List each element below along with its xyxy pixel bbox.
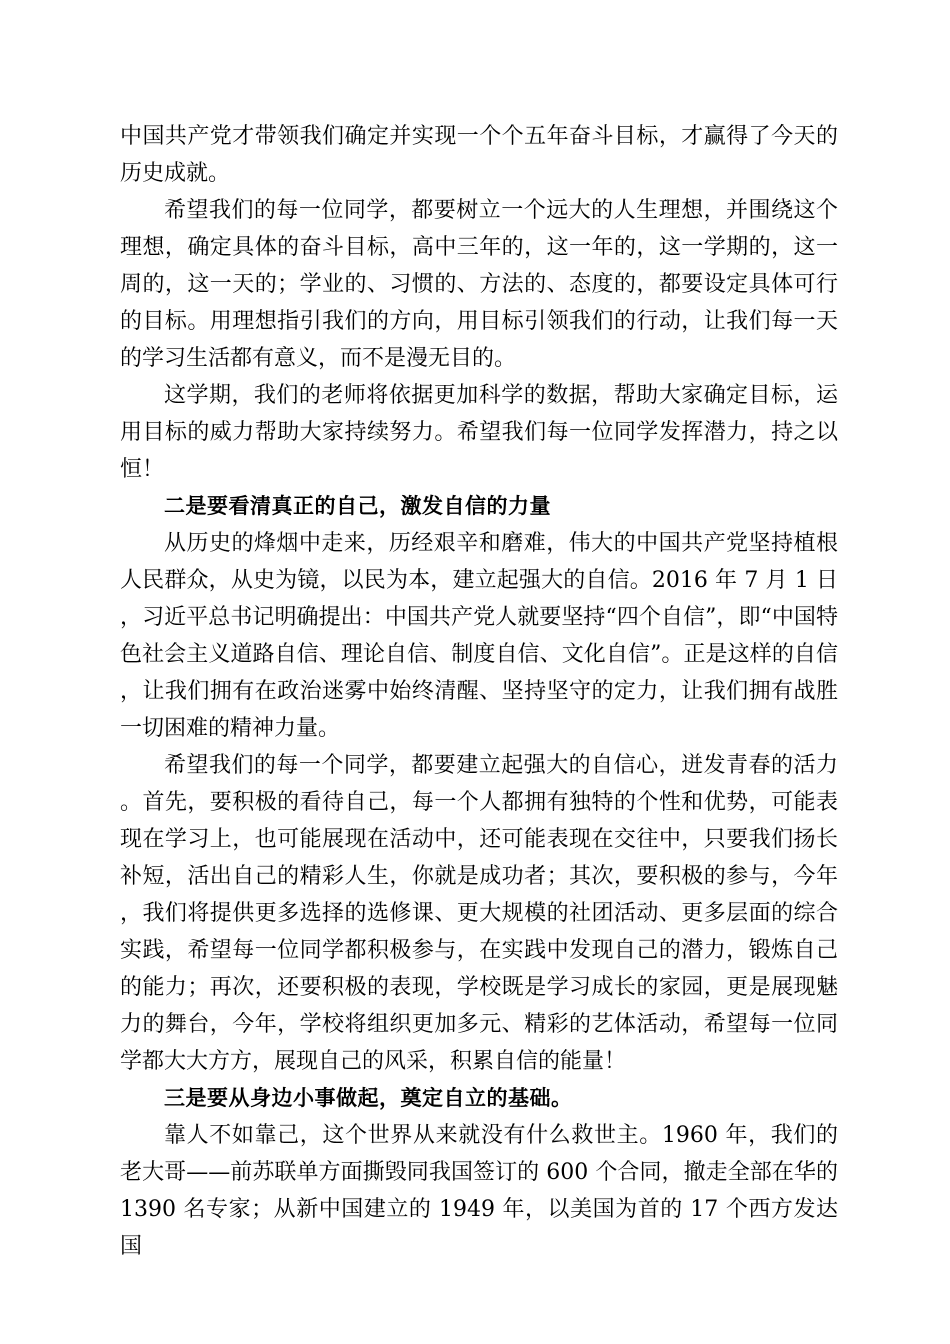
paragraph-5: 希望我们的每一个同学，都要建立起强大的自信心，迸发青春的活力。首先，要积极的看待自己，每一个人都拥有独特的个性和优势，可能表现在学习上，也可能展现在活动中，还可能表现在交往中，只要我们扬长补短，活出自己的精彩人生，你就是成功者；其次，要积极的参与，今年，我们将提供更多选择的选修课、更大规模的社团活动、更多层面的综合实践，希望每一位同学都积极参与，在实践中发现自己的潜力，锻炼自己的能力；再次，还要积极的表现，学校既是学习成长的家园，更是展现魅力的舞台，今年，学校将组织更加多元、精彩的艺体活动，希望每一位同学都大大方方，展现自己的风采，积累自信的能量！ bbox=[120, 753, 838, 1074]
document-body bbox=[120, 118, 838, 1265]
paragraph-3: 这学期，我们的老师将依据更加科学的数据，帮助大家确定目标，运用目标的威力帮助大家持续努力。希望我们每一位同学发挥潜力，持之以恒！ bbox=[120, 383, 838, 482]
section-heading-3: 三是要从身边小事做起，奠定自立的基础。 bbox=[164, 1086, 573, 1110]
section-heading-2: 二是要看清真正的自己，激发自信的力量 bbox=[164, 494, 551, 518]
paragraph-6: 靠人不如靠己，这个世界从来就没有什么救世主。1960 年，我们的老大哥——前苏联单方面撕毁同我国签订的 600 个合同，撤走全部在华的 1390 名专家；从新中国建立的 1949 年，以美国为首的 17 个西方发达国 bbox=[120, 1123, 838, 1259]
paragraph-2: 希望我们的每一位同学，都要树立一个远大的人生理想，并围绕这个理想，确定具体的奋斗目标，高中三年的，这一年的，这一学期的，这一周的，这一天的；学业的、习惯的、方法的、态度的，都要设定具体可行的目标。用理想指引我们的方向，用目标引领我们的行动，让我们每一天的学习生活都有意义，而不是漫无目的。 bbox=[120, 198, 838, 371]
paragraph-4: 从历史的烽烟中走来，历经艰辛和磨难，伟大的中国共产党坚持植根人民群众，从史为镜，以民为本，建立起强大的自信。2016 年 7 月 1 日，习近平总书记明确提出：中国共产党人就要坚持“四个自信”，即“中国特色社会主义道路自信、理论自信、制度自信、文化自信”。正是这样的自信，让我们拥有在政治迷雾中始终清醒、坚持坚守的定力，让我们拥有战胜一切困难的精神力量。 bbox=[120, 531, 838, 741]
paragraph-1: 中国共产党才带领我们确定并实现一个个五年奋斗目标，才赢得了今天的历史成就。 bbox=[120, 124, 838, 186]
